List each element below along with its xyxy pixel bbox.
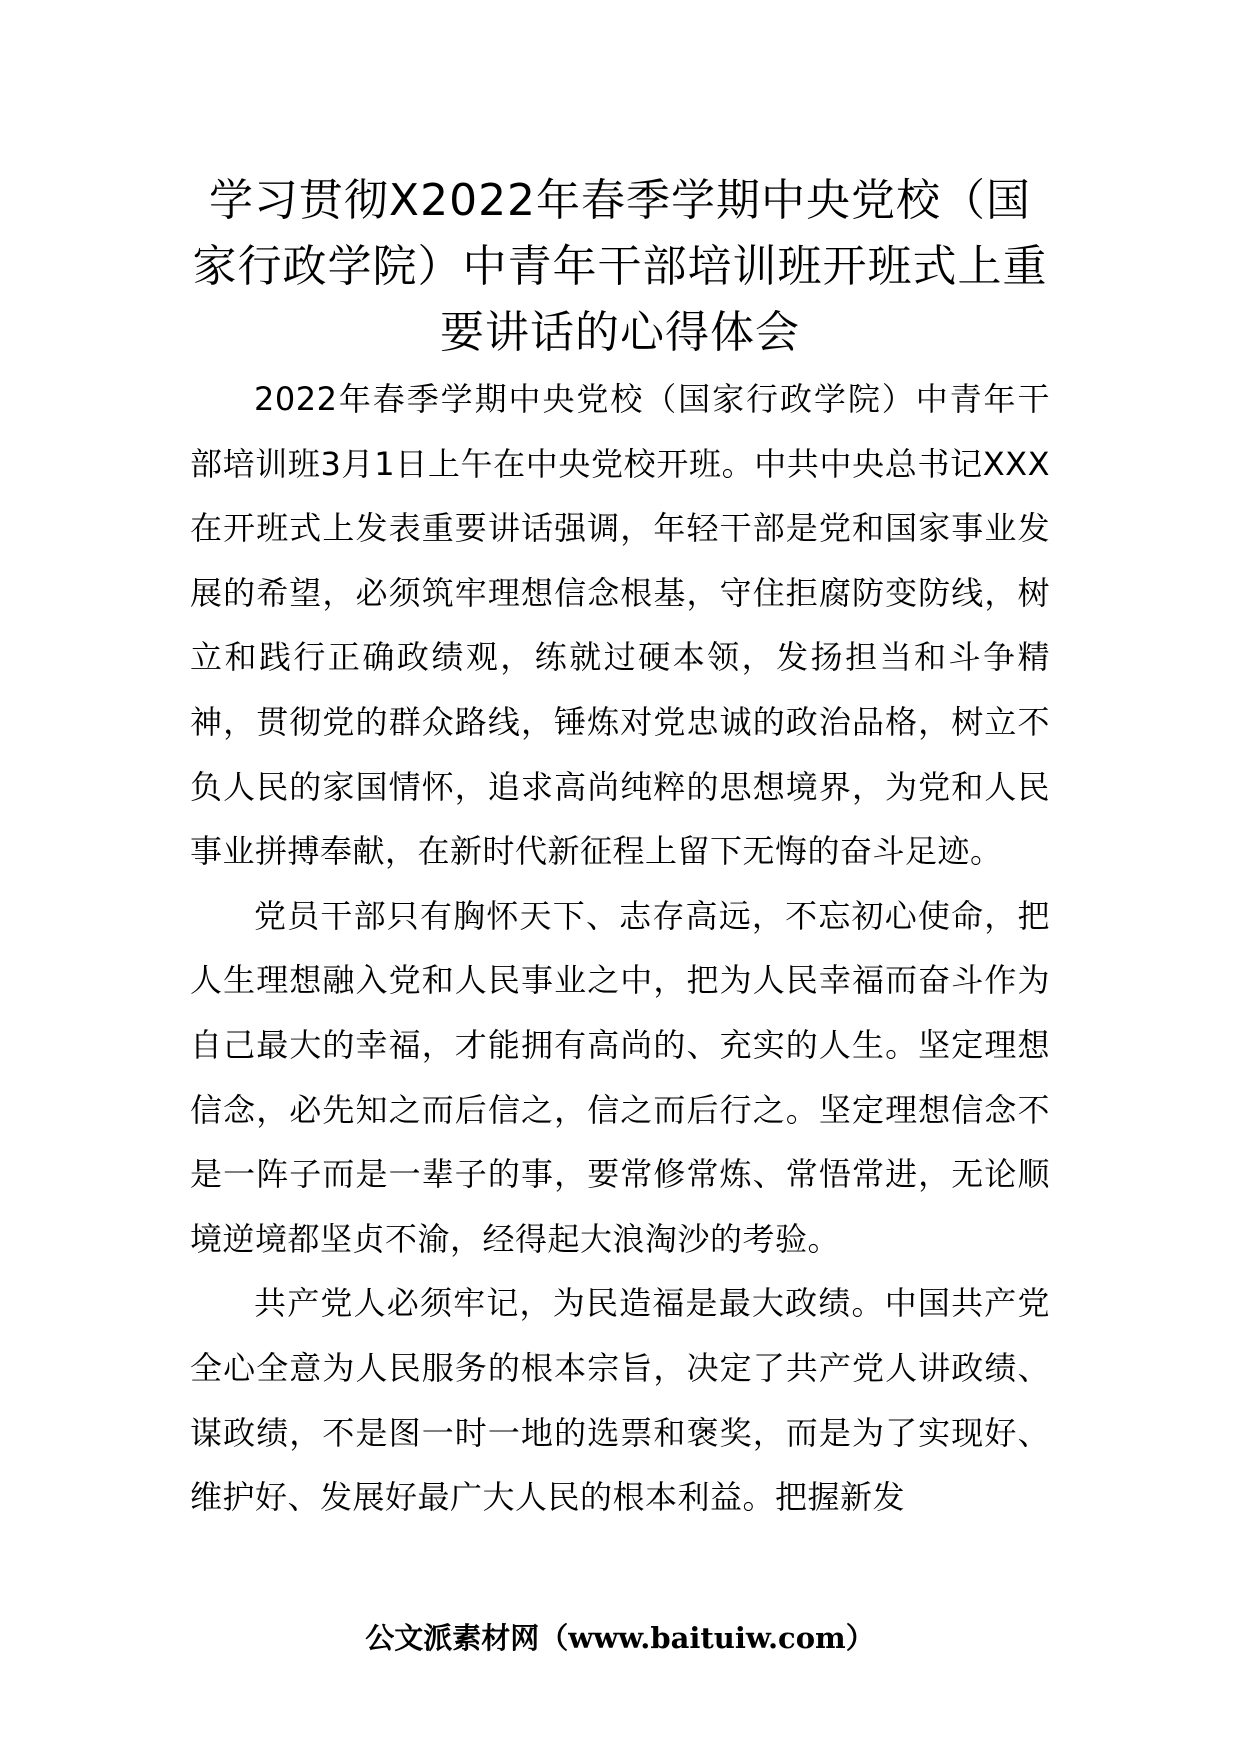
document-body — [190, 367, 1050, 1530]
body-paragraph-1: 2022年春季学期中央党校（国家行政学院）中青年干部培训班3月1日上午在中央党校开班。中共中央总书记XXX在开班式上发表重要讲话强调，年轻干部是党和国家事业发展的希望，必须筑牢理想信念根基，守住拒腐防变防线，树立和践行正确政绩观，练就过硬本领，发扬担当和斗争精神，贯彻党的群众路线，锤炼对党忠诚的政治品格，树立不负人民的家国情怀，追求高尚纯粹的思想境界，为党和人民事业拼搏奉献，在新时代新征程上留下无悔的奋斗足迹。 — [190, 380, 1050, 871]
body-paragraph-3: 共产党人必须牢记，为民造福是最大政绩。中国共产党全心全意为人民服务的根本宗旨，决定了共产党人讲政绩、谋政绩，不是图一时一地的选票和褒奖，而是为了实现好、维护好、发展好最广大人民的根本利益。把握新发 — [190, 1284, 1050, 1517]
body-paragraph-2: 党员干部只有胸怀天下、志存高远，不忘初心使命，把人生理想融入党和人民事业之中，把为人民幸福而奋斗作为自己最大的幸福，才能拥有高尚的、充实的人生。坚定理想信念，必先知之而后信之，信之而后行之。坚定理想信念不是一阵子而是一辈子的事，要常修常炼、常悟常进，无论顺境逆境都坚贞不渝，经得起大浪淘沙的考验。 — [190, 896, 1050, 1258]
document-title: 学习贯彻X2022年春季学期中央党校（国家行政学院）中青年干部培训班开班式上重要讲话的心得体会 — [192, 175, 1048, 358]
footer-watermark: 公文派素材网（www.baituiw.com） — [365, 1621, 875, 1655]
